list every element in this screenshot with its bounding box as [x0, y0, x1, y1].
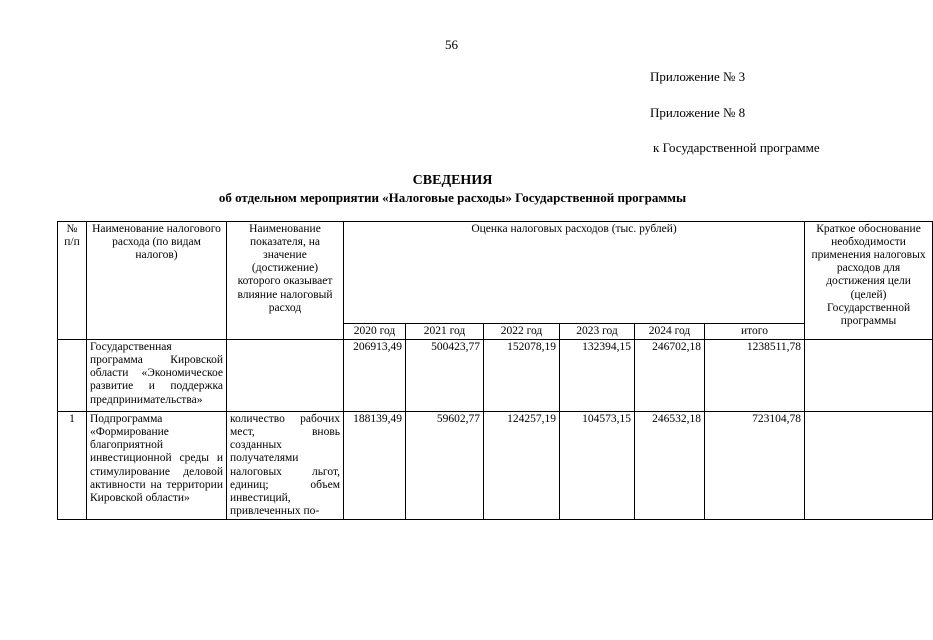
year-header: 2022 год — [484, 324, 560, 340]
header-num: № п/п — [58, 222, 87, 340]
row-total: 723104,78 — [705, 412, 805, 520]
row-num: 1 — [58, 412, 87, 520]
row-value: 104573,15 — [560, 412, 635, 520]
row-justification — [805, 340, 933, 412]
year-header: 2020 год — [344, 324, 406, 340]
appendix-line-1: Приложение № 3 — [650, 69, 746, 84]
row-indicator — [227, 340, 344, 412]
row-num — [58, 340, 87, 412]
row-name: Государственная программа Кировской области «Экономическое развитие и поддержка предпринимательства» — [87, 340, 227, 412]
year-header-total: итого — [705, 324, 805, 340]
row-value: 124257,19 — [484, 412, 560, 520]
document-title: СВЕДЕНИЯ — [412, 173, 493, 188]
header-name: Наименование налогового расхода (по видам налогов) — [87, 222, 227, 340]
row-value: 500423,77 — [406, 340, 484, 412]
table-row — [58, 340, 933, 412]
tax-expenditure-table — [57, 221, 933, 520]
row-value: 188139,49 — [344, 412, 406, 520]
header-justification: Краткое обоснование необходимости применения налоговых расходов для достижения цели (целей) Государственной программы — [805, 222, 933, 340]
year-header: 2023 год — [560, 324, 635, 340]
table-row — [58, 412, 933, 520]
row-value: 246532,18 — [635, 412, 705, 520]
row-indicator: количество рабочих мест, вновь созданных получателями налоговых льгот, единиц; объем инвестиций, привлеченных по- — [227, 412, 344, 520]
row-value: 152078,19 — [484, 340, 560, 412]
row-value: 132394,15 — [560, 340, 635, 412]
row-total: 1238511,78 — [705, 340, 805, 412]
year-header: 2024 год — [635, 324, 705, 340]
row-value: 59602,77 — [406, 412, 484, 520]
row-value: 246702,18 — [635, 340, 705, 412]
appendix-line-3: к Государственной программе — [653, 140, 820, 155]
year-header: 2021 год — [406, 324, 484, 340]
document-subtitle: об отдельном мероприятии «Налоговые расходы» Государственной программы — [218, 190, 687, 205]
row-value: 206913,49 — [344, 340, 406, 412]
row-name: Подпрограмма «Формирование благоприятной инвестиционной среды и стимулирование деловой активности на территории Кировской области» — [87, 412, 227, 520]
row-justification — [805, 412, 933, 520]
appendix-line-2: Приложение № 8 — [650, 105, 746, 120]
header-row — [58, 222, 933, 324]
header-estimate: Оценка налоговых расходов (тыс. рублей) — [344, 222, 805, 324]
page-number: 56 — [445, 37, 458, 52]
header-indicator: Наименование показателя, на значение (достижение) которого оказывает влияние налоговый расход — [227, 222, 344, 340]
